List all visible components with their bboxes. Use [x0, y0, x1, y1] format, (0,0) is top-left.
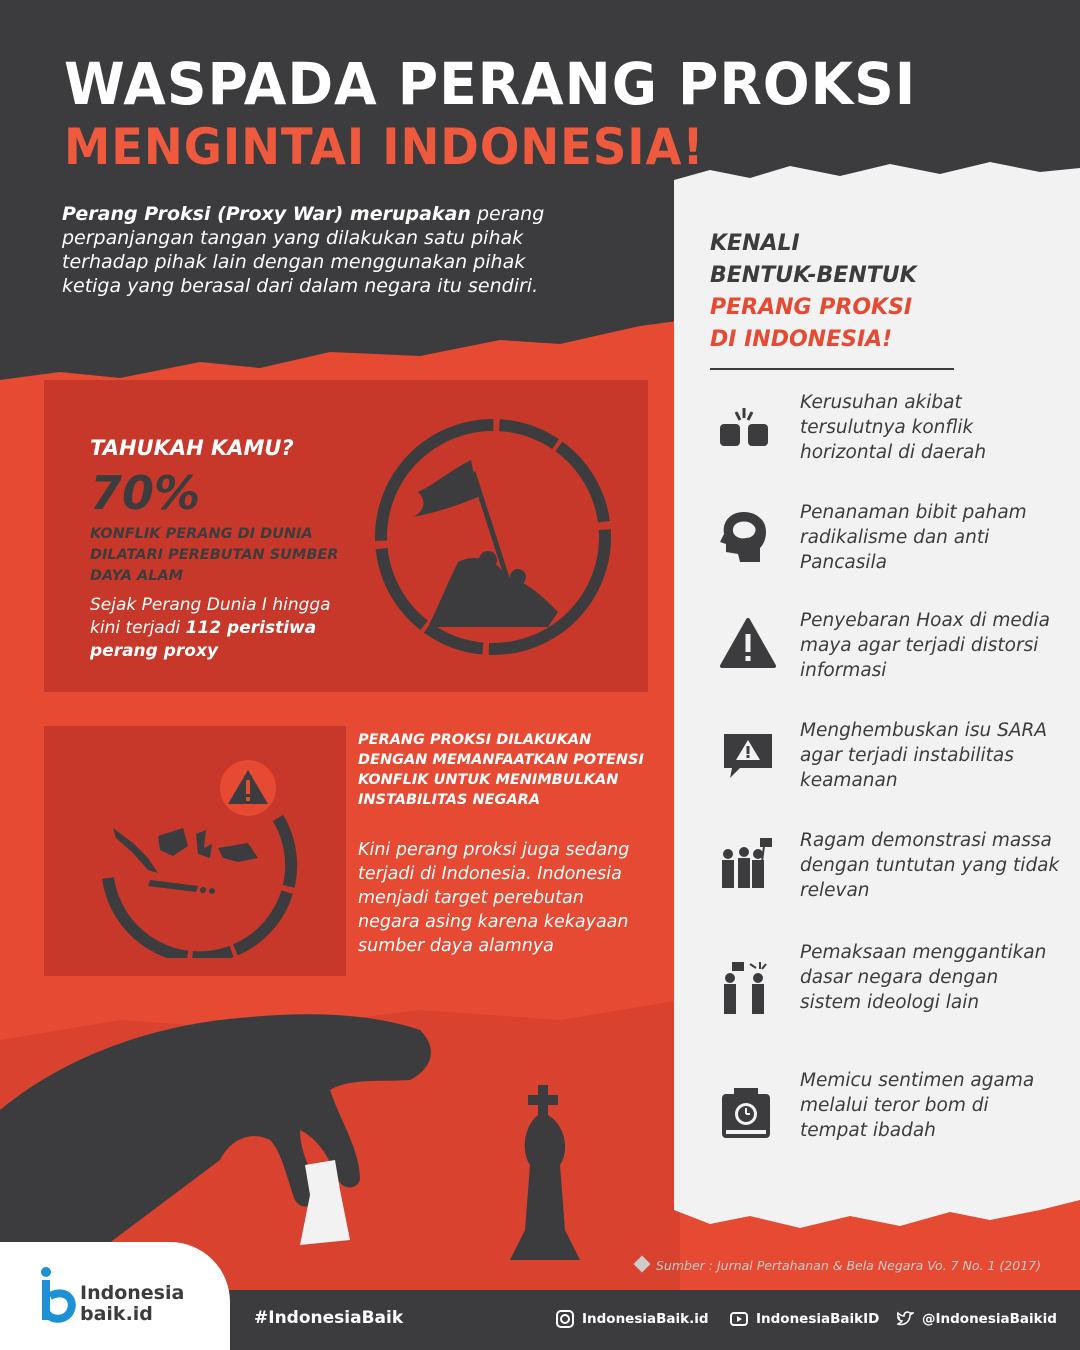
argue-people-icon	[716, 960, 772, 1016]
fact-heading: TAHUKAH KAMU?	[90, 436, 294, 460]
fact-detail	[90, 594, 350, 663]
fact-detail-b: 112 peristiwa perang proxy	[90, 618, 317, 661]
warning-icon	[720, 616, 776, 672]
twitter-handle: @IndonesiaBaikid	[922, 1311, 1057, 1327]
source-note	[636, 1258, 1041, 1273]
intro-bold: Perang Proksi (Proxy War) merupakan	[62, 203, 471, 225]
warning-chat-icon	[720, 728, 776, 784]
item-text: Memicu sentimen agama melalui teror bom di tempat ibadah	[800, 1070, 1035, 1141]
fact-percent: 70%	[90, 466, 201, 520]
panel-heading-line2: BENTUK-BENTUK	[710, 263, 917, 288]
item-text: Penanaman bibit paham radikalisme dan anti Pancasila	[800, 502, 1027, 573]
logo-line2: baik.id	[80, 1303, 153, 1325]
brain-head-icon	[716, 508, 772, 564]
logo-line1: Indonesia	[80, 1282, 185, 1304]
fact-subtitle: KONFLIK PERANG DI DUNIA DILATARI PEREBUTAN SUMBER DAYA ALAM	[90, 526, 339, 584]
page-title: WASPADA PERANG PROKSI	[64, 50, 917, 118]
panel-heading-line4: DI INDONESIA!	[710, 327, 893, 352]
twitter-icon	[896, 1310, 914, 1328]
source-text: Sumber : Jurnal Pertahanan & Bela Negara Vo. 7 No. 1 (2017)	[656, 1258, 1041, 1273]
youtube-handle: IndonesiaBaikID	[756, 1311, 880, 1327]
panel-heading-line1: KENALI	[710, 231, 800, 256]
pin-icon	[634, 1256, 651, 1273]
proxy-heading: PERANG PROKSI DILAKUKAN DENGAN MEMANFAATKAN POTENSI KONFLIK UNTUK MENIMBULKAN INSTABILITAS NEGARA	[358, 732, 644, 808]
panel-heading	[710, 228, 917, 356]
logo-text	[80, 1283, 184, 1325]
protest-crowd-icon	[716, 836, 772, 892]
twitter-link[interactable]	[896, 1310, 1057, 1328]
time-bomb-icon	[718, 1086, 774, 1142]
item-text: Ragam demonstrasi massa dengan tuntutan yang tidak relevan	[800, 830, 1060, 901]
item-text: Menghembuskan isu SARA agar terjadi instabilitas keamanan	[800, 720, 1047, 791]
youtube-link[interactable]	[730, 1310, 879, 1328]
item-text: Kerusuhan akibat tersulutnya konflik horizontal di daerah	[800, 392, 987, 463]
indonesiabaik-logo-icon	[36, 1266, 76, 1326]
proxy-body: Kini perang proksi juga sedang terjadi di Indonesia. Indonesia menjadi target perebutan negara asing karena kekayaan sumber daya alamnya	[358, 840, 630, 956]
item-text: Pemaksaan menggantikan dasar negara dengan sistem ideologi lain	[800, 942, 1047, 1013]
hashtag: #IndonesiaBaik	[254, 1308, 404, 1328]
fists-icon	[716, 404, 772, 460]
item-text: Penyebaran Hoax di media maya agar terjadi distorsi informasi	[800, 610, 1051, 681]
youtube-icon	[730, 1310, 748, 1328]
instagram-icon	[556, 1310, 574, 1328]
flag-raising-icon	[368, 412, 618, 662]
instagram-handle: IndonesiaBaik.id	[582, 1311, 709, 1327]
intro-rest: perang perpanjangan tangan yang dilakukan satu pihak terhadap pihak lain dengan menggunakan pihak ketiga yang berasal dari dalam negara itu sendiri.	[62, 203, 545, 297]
fact-detail-a: Sejak Perang Dunia I hingga kini terjadi	[90, 595, 331, 638]
page-subtitle: MENGINTAI INDONESIA!	[64, 118, 705, 176]
intro-paragraph	[62, 202, 582, 298]
indonesia-map-icon	[88, 758, 298, 958]
instagram-link[interactable]	[556, 1310, 709, 1328]
panel-heading-line3: PERANG PROKSI	[710, 295, 913, 320]
panel-divider	[710, 368, 954, 370]
